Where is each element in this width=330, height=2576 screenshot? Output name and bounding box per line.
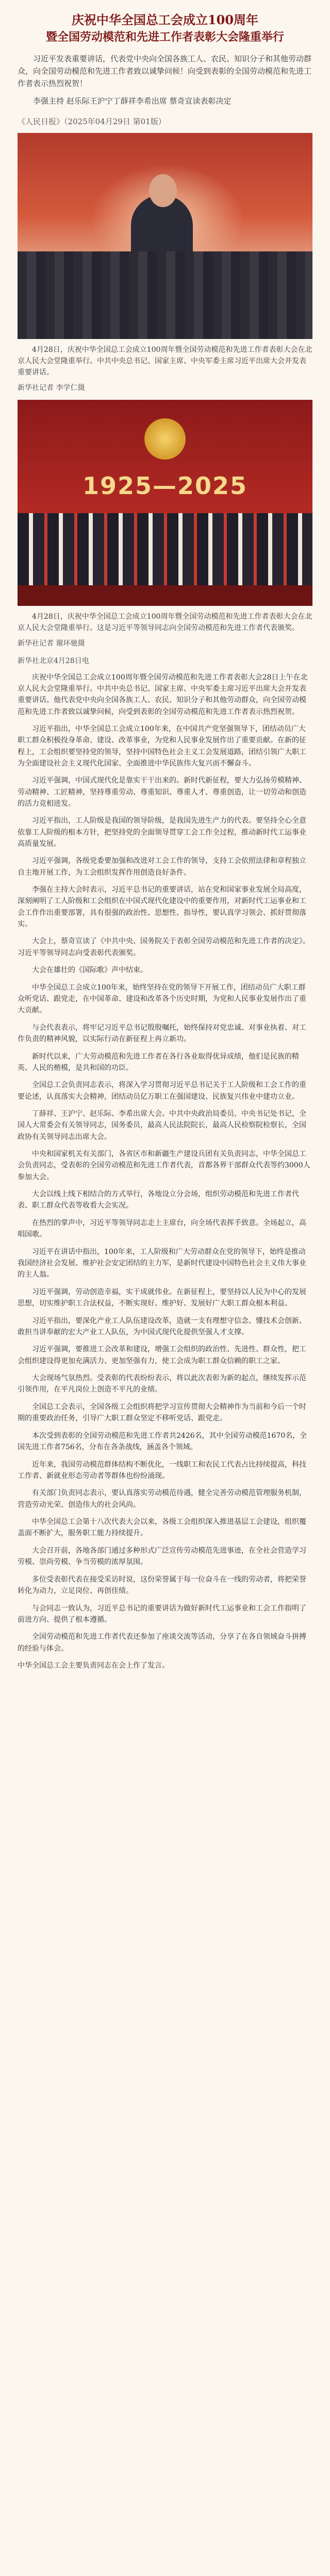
headline-line-1: 庆祝中华全国总工会成立100周年 <box>71 12 259 27</box>
body-paragraph-final: 中华全国总工会主要负责同志在会上作了发言。 <box>18 1662 169 1670</box>
body-paragraph: 与会同志一致认为，习近平总书记的重要讲话为做好新时代工运事业和工会工作指明了前进方向、提供了根本遵循。 <box>18 1604 306 1624</box>
body-paragraph: 全国总工会负责同志表示，将深入学习贯彻习近平总书记关于工人阶级和工会工作的重要论述，认真落实大会精神，团结动员亿万职工在强国建设、民族复兴伟业中建功立业。 <box>18 1081 306 1101</box>
body-paragraph: 习近平指出，要深化产业工人队伍建设改革，造就一支有理想守信念、懂技术会创新、敢担当讲奉献的宏大产业工人队伍，为中国式现代化提供坚强人才支撑。 <box>18 1316 306 1336</box>
dateline: 新华社北京4月28日电 <box>18 657 89 665</box>
headline-line-2: 暨全国劳动模范和先进工作者表彰大会隆重举行 <box>45 30 284 44</box>
body-paragraph: 习近平强调，中国式现代化是靠实干干出来的。新时代新征程，要大力弘扬劳模精神、劳动精神、工匠精神，坚持尊重劳动、尊重知识、尊重人才、尊重创造，让一切劳动和创造的活力竞相迸发。 <box>18 776 306 808</box>
photo-1-caption: 4月28日，庆祝中华全国总工会成立100周年暨全国劳动模范和先进工作者表彰大会在北京人民大会堂隆重举行。中共中央总书记、国家主席、中央军委主席习近平出席大会并发表重要讲话。 <box>18 346 312 377</box>
body-paragraph: 中华全国总工会成立100年来，始终坚持在党的领导下开展工作，团结动员广大职工群众听党话、跟党走，在中国革命、建设和改革各个历史时期，为党和人民事业发展作出了重大贡献。 <box>18 983 306 1015</box>
body-paragraph: 李强在主持大会时表示，习近平总书记的重要讲话，站在党和国家事业发展全局高度，深刻阐明了工人阶级和工会组织在中国式现代化建设中的重要作用，对新时代工运事业和工会工作作出重要部署，具有很强的政治性、思想性、指导性，要认真学习领会、抓好贯彻落实。 <box>18 886 306 928</box>
body-paragraph: 习近平强调，各级党委要加强和改进对工会工作的领导，支持工会依照法律和章程独立自主地开展工作，为工会组织发挥作用创造良好条件。 <box>18 857 306 877</box>
body-paragraph: 中央和国家机关有关部门，各省区市和新疆生产建设兵团有关负责同志，中华全国总工会负责同志，受表彰的全国劳动模范和先进工作者代表，首都各界干部群众代表等约3000人参加大会。 <box>18 1150 310 1181</box>
body-paragraph: 习近平指出，中华全国总工会成立100年来，在中国共产党坚强领导下，团结动员广大职工群众积极投身革命、建设、改革事业，为党和人民事业发展作出了重要贡献。在新的征程上，工会组织要坚持党的领导，坚持中国特色社会主义工会发展道路，团结引领广大职工为全面建设社会主义现代化国家、全面推进中华民族伟大复兴而不懈奋斗。 <box>18 725 306 768</box>
body-paragraph: 丁薛祥、王沪宁、赵乐际、李希出席大会。中共中央政治局委员、中央书记处书记，全国人大常委会有关领导同志，国务委员，最高人民法院院长，最高人民检察院检察长，全国政协有关领导同志出席大会。 <box>18 1110 306 1141</box>
photo-awardees <box>18 513 312 585</box>
body-paragraph: 与会代表表示，将牢记习近平总书记殷殷嘱托，始终保持对党忠诚、对事业执着、对工作负责的精神风貌，以实际行动在新征程上再立新功。 <box>18 1023 306 1043</box>
body-paragraph: 庆祝中华全国总工会成立100周年暨全国劳动模范和先进工作者表彰大会28日上午在北京人民大会堂隆重举行。中共中央总书记、国家主席、中央军委主席习近平出席大会并发表重要讲话。他代表党中央向全国各族工人、农民、知识分子和其他劳动群众，向全国劳动模范和先进工作者致以诚挚问候，向受到表彰的全国劳动模范和先进工作者表示热烈祝贺。 <box>18 673 308 716</box>
body-paragraph: 大会以线上线下相结合的方式举行，各地设立分会场，组织劳动模范和先进工作者代表、职工群众代表等收看大会实况。 <box>18 1190 299 1210</box>
body-paragraph: 习近平在讲话中指出，100年来，工人阶级和广大劳动群众在党的领导下，始终是推动我国经济社会发展、维护社会安定团结的主力军，是新时代建设中国特色社会主义伟大事业的主人翁。 <box>18 1247 306 1279</box>
body-paragraph: 中华全国总工会第十八次代表大会以来，各级工会组织深入推进基层工会建设，组织覆盖面不断扩大，服务职工能力持续提升。 <box>18 1518 306 1538</box>
photo-1-credit: 新华社记者 李学仁摄 <box>18 384 85 392</box>
body-paragraph: 全国总工会表示，全国各级工会组织将把学习宣传贯彻大会精神作为当前和今后一个时期的重要政治任务，引导广大职工群众坚定不移听党话、跟党走。 <box>18 1402 306 1423</box>
photo-audience <box>18 251 312 339</box>
photo-award-ceremony <box>18 400 312 606</box>
photo-2-banner: 1925—2025 <box>82 472 248 500</box>
body-paragraph: 习近平指出，工人阶级是我国的领导阶级，是我国先进生产力的代表。要坚持全心全意依靠工人阶级的根本方针，把坚持党的全面领导贯穿工会工作全过程，推动新时代工运事业高质量发展。 <box>18 817 306 848</box>
body-paragraph: 有关部门负责同志表示，要认真落实劳动模范待遇，健全完善劳动模范管理服务机制，营造劳动光荣、创造伟大的社会风尚。 <box>18 1489 306 1509</box>
body-paragraph: 大会上，蔡奇宣读了《中共中央、国务院关于表彰全国劳动模范和先进工作者的决定》。习近平等领导同志向受表彰代表颁奖。 <box>18 937 310 957</box>
body-paragraph: 习近平强调，劳动创造幸福，实干成就伟业。在新征程上，要坚持以人民为中心的发展思想，切实维护职工合法权益，不断实现好、维护好、发展好广大职工群众根本利益。 <box>18 1287 306 1308</box>
body-paragraph: 大会召开前，各地各部门通过多种形式广泛宣传劳动模范先进事迹，在全社会营造学习劳模、崇尚劳模、争当劳模的浓厚氛围。 <box>18 1546 306 1567</box>
body-paragraph: 大会现场气氛热烈。受表彰的代表纷纷表示，将以此次表彰为新的起点，继续发挥示范引领作用，在平凡岗位上创造不平凡的业绩。 <box>18 1374 306 1394</box>
leaders-line: 李强主持 赵乐际王沪宁丁薛祥李希出席 蔡奇宣读表彰决定 <box>33 96 232 106</box>
body-paragraph: 近年来，我国劳动模范群体结构不断优化，一线职工和农民工代表占比持续提高，科技工作者、新就业形态劳动者等群体也纷纷涌现。 <box>18 1460 306 1480</box>
photo-speech <box>18 133 312 339</box>
body-paragraph: 大会在雄壮的《国际歌》声中结束。 <box>32 966 147 975</box>
union-emblem-icon <box>144 418 186 460</box>
body-paragraph: 本次受到表彰的全国劳动模范和先进工作者共2426名，其中全国劳动模范1670名，全国先进工作者756名，分布在各条战线，涵盖各个领域。 <box>18 1431 307 1451</box>
source-line: 《人民日报》（2025年04月29日 第01版） <box>18 117 166 126</box>
body-paragraph: 新时代以来，广大劳动模范和先进工作者在各行各业取得优异成绩，他们是民族的精英、人民的楷模，是共和国的功臣。 <box>18 1052 299 1072</box>
photo-stage-floor <box>18 585 312 606</box>
body-paragraph: 习近平强调，要推进工会改革和建设，增强工会组织的政治性、先进性、群众性，把工会组织建设得更加充满活力、更加坚强有力，使工会成为职工群众信赖的职工之家。 <box>18 1345 306 1365</box>
lead-paragraph: 习近平发表重要讲话，代表党中央向全国各族工人、农民、知识分子和其他劳动群众，向全国劳动模范和先进工作者致以诚挚问候！向受到表彰的全国劳动模范和先进工作者表示热烈祝贺！ <box>18 54 312 88</box>
body-paragraph: 多位受表彰代表在接受采访时说，这份荣誉属于每一位奋斗在一线的劳动者，将把荣誉转化为动力，立足岗位、再创佳绩。 <box>18 1575 306 1595</box>
photo-2-credit: 新华社记者 谢环驰摄 <box>18 639 85 648</box>
article-body <box>18 672 312 1671</box>
body-paragraph: 全国劳动模范和先进工作者代表还参加了座谈交流等活动，分享了在各自领域奋斗拼搏的经验与体会。 <box>18 1633 306 1653</box>
photo-2-caption: 4月28日，庆祝中华全国总工会成立100周年暨全国劳动模范和先进工作者表彰大会在北京人民大会堂隆重举行。这是习近平等领导同志向全国劳动模范和先进工作者代表颁奖。 <box>18 613 312 632</box>
body-paragraph: 在热烈的掌声中，习近平等领导同志走上主席台，向全场代表挥手致意。全场起立，高唱国歌。 <box>18 1218 306 1239</box>
photo-speaker-face <box>149 174 177 207</box>
